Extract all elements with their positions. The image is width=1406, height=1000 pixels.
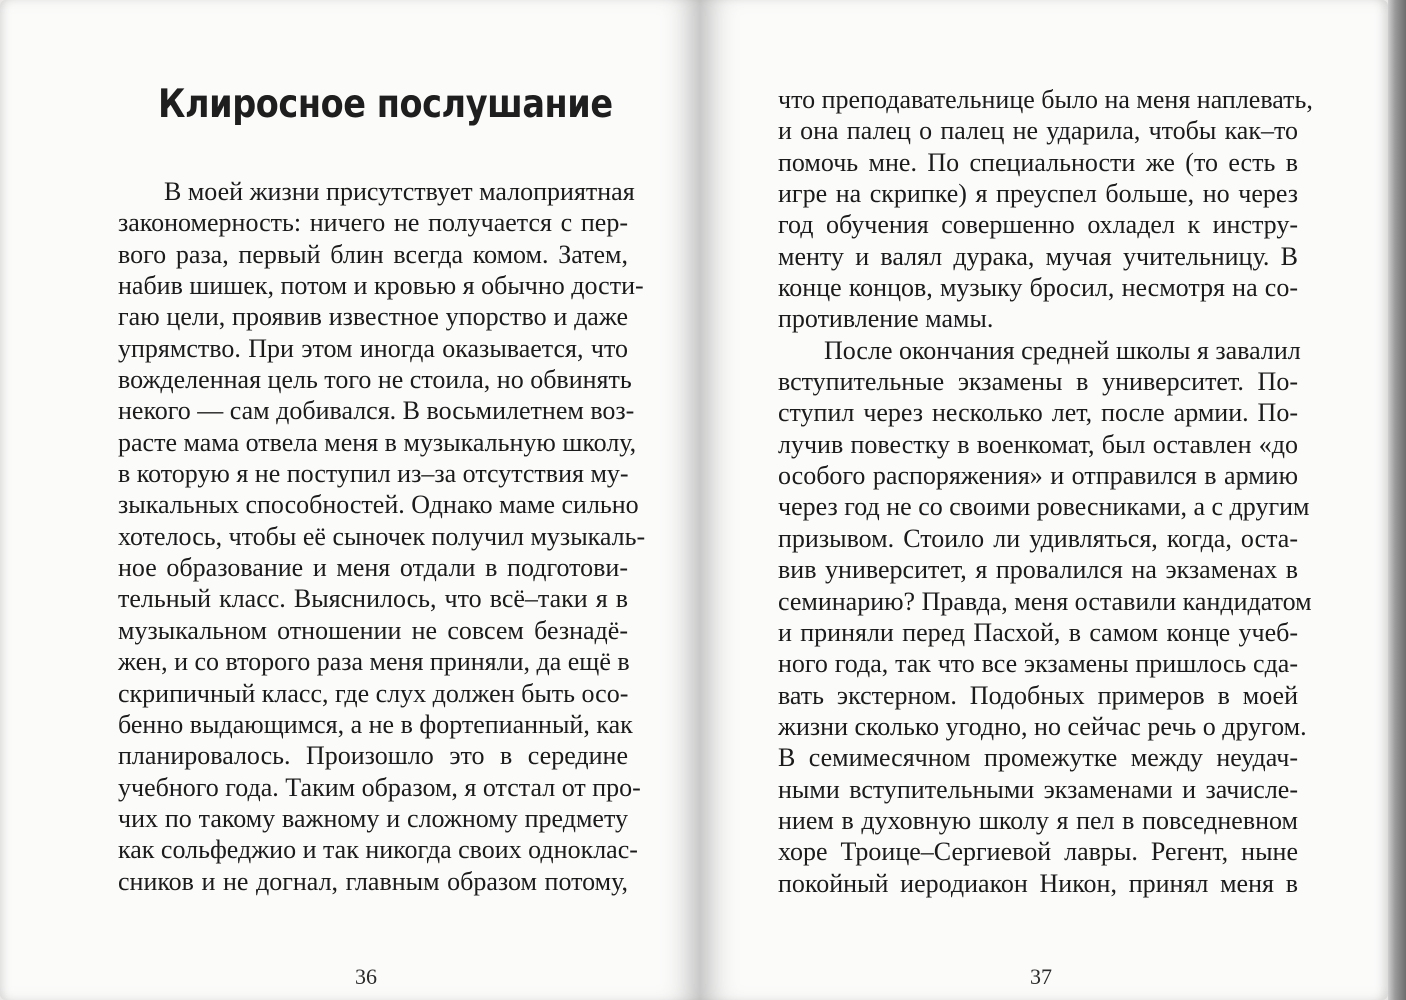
text-line: нием в духовную школу я пел в повседневном	[778, 805, 1298, 835]
page-number: 37	[1030, 964, 1052, 989]
text-line: зыкальных способностей. Однако маме сильно	[118, 490, 639, 520]
left-page	[0, 0, 700, 1000]
text-line: и она палец о палец не ударила, чтобы как–то	[778, 116, 1298, 146]
text-line: вого раза, первый блин всегда комом. Затем,	[118, 239, 628, 269]
text-line: хотелось, чтобы её сыночек получил музыкаль-	[118, 521, 646, 551]
text-line: некого — сам добивался. В восьмилетнем воз-	[118, 396, 635, 426]
text-line: в которую я не поступил из–за отсутствия му-	[118, 459, 629, 489]
text-line: бенно выдающимся, а не в фортепианный, как	[118, 709, 633, 739]
text-line: менту и валял дурака, мучая учительницу. В	[778, 241, 1298, 271]
text-line: вожделенная цель того не стоила, но обвинять	[118, 365, 632, 395]
text-line: вив университет, я провалился на экзаменах в	[778, 555, 1298, 585]
text-line: В семимесячном промежутке между неудач-	[778, 743, 1298, 773]
text-line: упрямство. При этом иногда оказывается, что	[118, 333, 628, 363]
text-line: особого распоряжения» и отправился в армию	[778, 461, 1298, 491]
text-line: ными вступительными экзаменами и зачисле-	[778, 774, 1298, 804]
text-line: и приняли перед Пасхой, в самом конце учеб-	[778, 617, 1298, 647]
text-line: закономерность: ничего не получается с пер-	[118, 208, 628, 238]
text-line: как сольфеджио и так никогда своих одноклас-	[118, 835, 638, 865]
text-line: конце концов, музыку бросил, несмотря на со-	[778, 273, 1298, 303]
text-line: что преподавательнице было на меня наплевать,	[778, 85, 1313, 114]
text-line: планировалось. Произошло это в середине	[118, 741, 628, 771]
text-line: покойный иеродиакон Никон, принял меня в	[778, 868, 1298, 898]
text-line: год обучения совершенно охладел к инстру-	[778, 210, 1298, 240]
text-line: тельный класс. Выяснилось, что всё–таки я в	[118, 584, 628, 614]
text-line: В моей жизни присутствует малоприятная	[164, 177, 635, 206]
text-line: лучив повестку в военкомат, был оставлен «до	[778, 429, 1298, 459]
text-line: помочь мне. По специальности же (то есть в	[778, 147, 1298, 177]
text-line: сников и не догнал, главным образом потому,	[118, 866, 628, 896]
text-line: учебного года. Таким образом, я отстал от про-	[118, 772, 641, 802]
text-line: После окончания средней школы я завалил	[824, 335, 1301, 365]
page-number: 36	[355, 964, 377, 989]
text-line: жизни сколько угодно, но сейчас речь о другом.	[778, 711, 1307, 741]
text-line: расте мама отвела меня в музыкальную школу,	[118, 427, 637, 457]
left-page-body	[118, 176, 646, 897]
text-line: музыкальном отношении не совсем безнадё-	[118, 615, 628, 645]
text-line: через год не со своими ровесниками, а с другим	[778, 492, 1310, 522]
text-line: ступил через несколько лет, после армии. По-	[778, 398, 1298, 428]
text-line: противление мамы.	[778, 304, 994, 334]
text-line: вступительные экзамены в университет. По-	[778, 367, 1298, 397]
text-line: семинарию? Правда, меня оставили кандидатом	[778, 586, 1312, 616]
page-block-edge	[1388, 0, 1406, 1000]
text-line: ного года, так что все экзамены пришлось сда-	[778, 649, 1298, 679]
text-line: жен, и со второго раза меня приняли, да ещё в	[118, 647, 630, 677]
text-line: призывом. Стоило ли удивляться, когда, оста-	[778, 523, 1298, 553]
text-line: чих по такому важному и сложному предмету	[118, 803, 628, 833]
right-page-body	[778, 84, 1313, 899]
text-line: ное образование и меня отдали в подготови-	[118, 553, 628, 583]
text-line: гаю цели, проявив известное упорство и даже	[118, 302, 628, 332]
chapter-heading: Клиросное послушание	[158, 82, 613, 127]
text-line: вать экстерном. Подобных примеров в моей	[778, 680, 1298, 710]
text-line: игре на скрипке) я преуспел больше, но через	[778, 179, 1298, 209]
text-line: набив шишек, потом и кровью я обычно дости-	[118, 271, 644, 301]
text-line: хоре Троице–Сергиевой лавры. Регент, ныне	[778, 837, 1298, 867]
text-line: скрипичный класс, где слух должен быть осо-	[118, 678, 629, 708]
